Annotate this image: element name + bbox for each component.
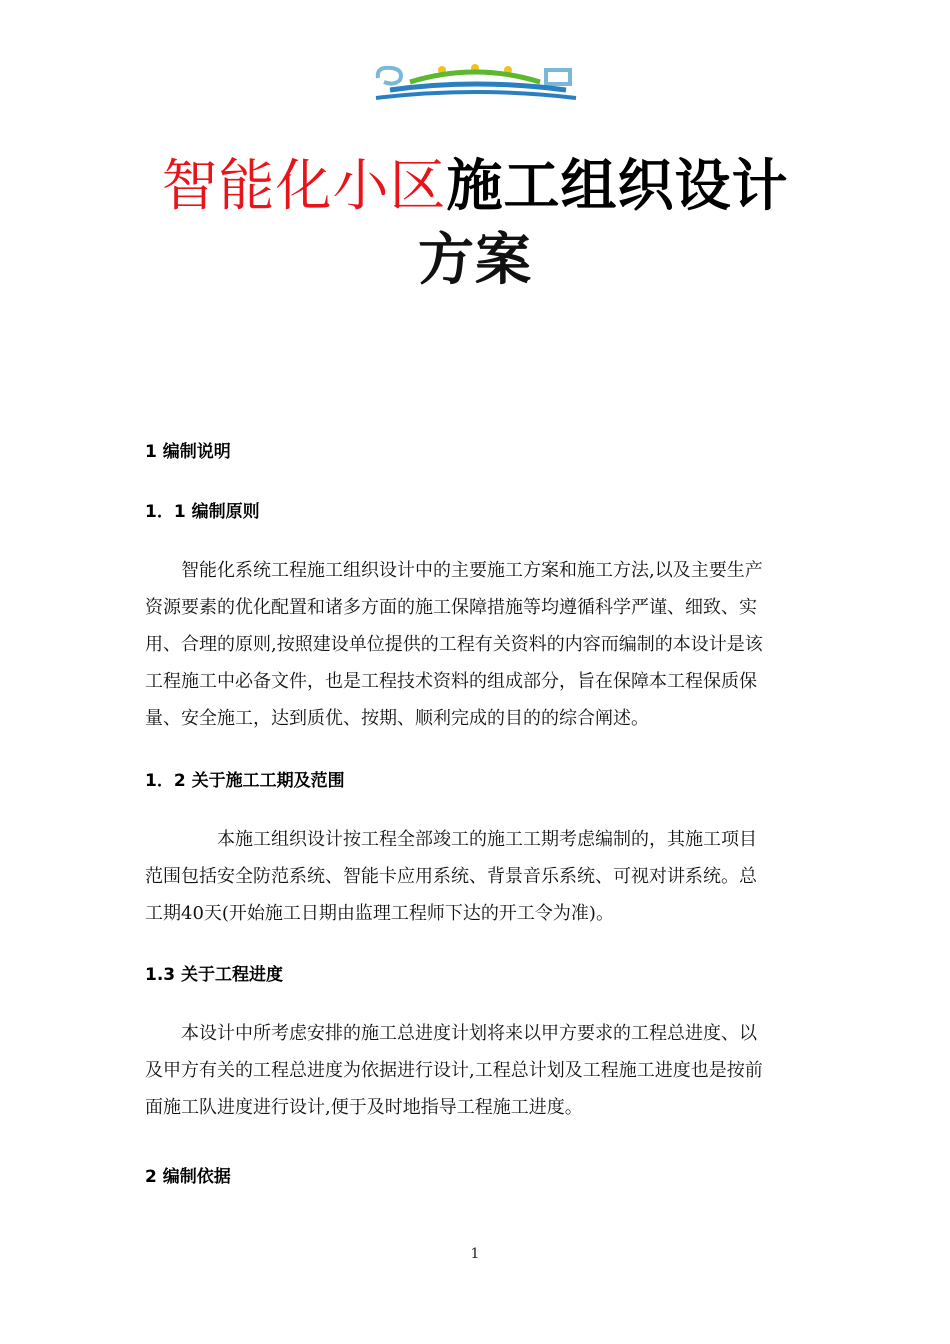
paragraph-line: 本设计中所考虑安排的施工总进度计划将来以甲方要求的工程总进度、以	[145, 1023, 757, 1044]
heading-1-3: 1.3 关于工程进度	[145, 965, 284, 985]
title-black-part: 施工组织设计	[446, 154, 789, 219]
paragraph-line: 工程施工中必备文件，也是工程技术资料的组成部分，旨在保障本工程保质保	[145, 671, 757, 692]
paragraph-line: 用、合理的原则,按照建设单位提供的工程有关资料的内容而编制的本设计是该	[145, 634, 763, 655]
page-number: 1	[470, 1246, 480, 1262]
logo-image	[370, 60, 580, 106]
paragraph-line: 工期40天(开始施工日期由监理工程师下达的开工令为准)。	[145, 903, 614, 924]
paragraph-line: 智能化系统工程施工组织设计中的主要施工方案和施工方法,以及主要生产	[145, 560, 763, 581]
heading-1: 1 编制说明	[145, 442, 231, 462]
heading-1-2: 1．2 关于施工工期及范围	[145, 771, 345, 791]
paragraph-line: 范围包括安全防范系统、智能卡应用系统、背景音乐系统、可视对讲系统。总	[145, 866, 757, 887]
document-title	[0, 154, 950, 220]
paragraph-line: 及甲方有关的工程总进度为依据进行设计,工程总计划及工程施工进度也是按前	[145, 1060, 763, 1081]
paragraph-line: 资源要素的优化配置和诸多方面的施工保障措施等均遵循科学严谨、细致、实	[145, 597, 757, 618]
paragraph-2	[145, 821, 810, 932]
paragraph-3	[145, 1015, 810, 1126]
paragraph-1	[145, 552, 810, 737]
title-red-part: 智能化小区	[161, 154, 447, 219]
document-title-line2: 方案	[418, 228, 532, 293]
heading-2: 2 编制依据	[145, 1167, 231, 1187]
paragraph-line: 本施工组织设计按工程全部竣工的施工工期考虑编制的，其施工项目	[145, 829, 757, 850]
heading-1-1: 1．1 编制原则	[145, 502, 260, 522]
paragraph-line: 量、安全施工，达到质优、按期、顺利完成的目的的综合阐述。	[145, 708, 649, 729]
paragraph-line: 面施工队进度进行设计,便于及时地指导工程施工进度。	[145, 1097, 583, 1118]
